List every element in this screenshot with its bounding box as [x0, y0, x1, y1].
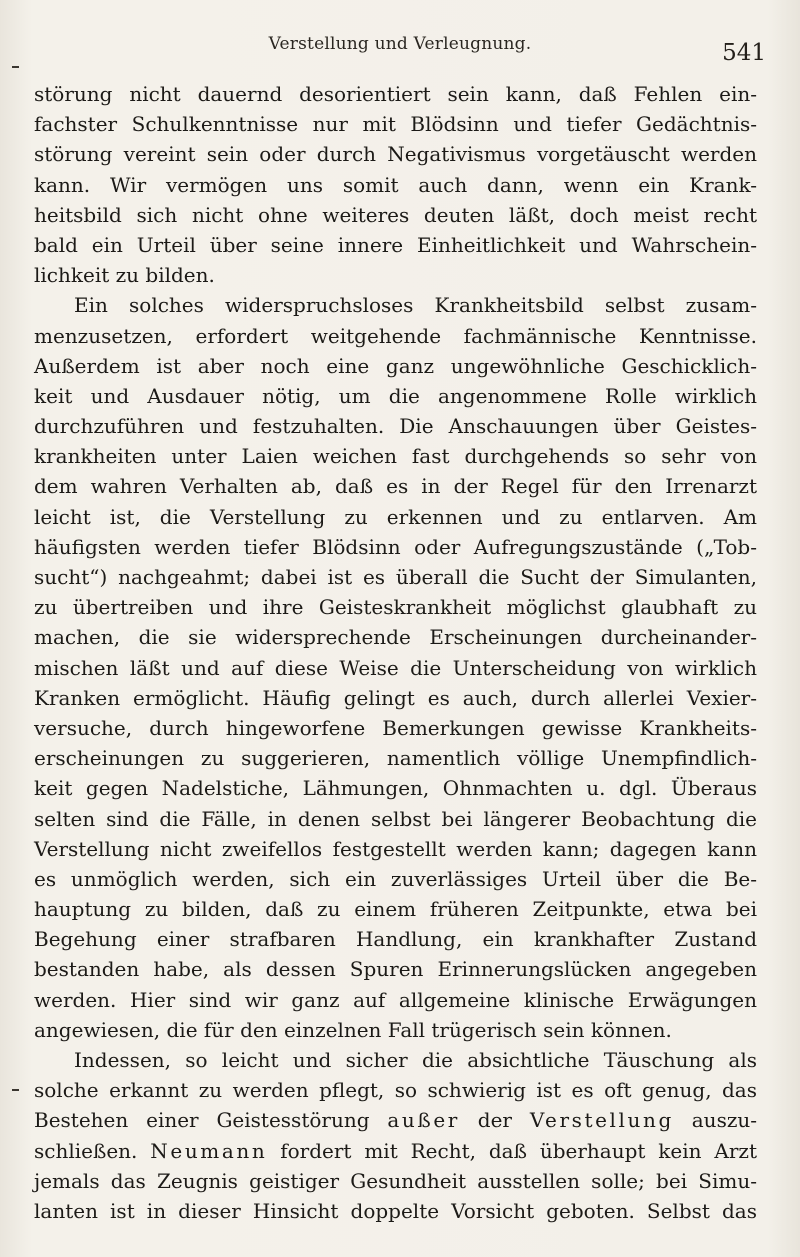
text-line: versuche, durch hingeworfene Bemerkungen gewisse Krankheits-: [34, 715, 757, 740]
text-line: werden. Hier sind wir ganz auf allgemeine klinische Erwägungen: [34, 987, 757, 1012]
text-line: durchzuführen und festzuhalten. Die Anschauungen über Geistes-: [34, 414, 757, 439]
text-line: zu übertreiben und ihre Geisteskrankheit möglichst glaubhaft zu: [34, 595, 757, 620]
text-line: häufigsten werden tiefer Blödsinn oder Aufregungszustände („Tob-: [34, 534, 757, 559]
text-line: bestanden habe, als dessen Spuren Erinnerungslücken angegeben: [34, 957, 757, 982]
emphasis-spaced-text: Verstellung: [529, 1108, 674, 1133]
text-line: es unmöglich werden, sich ein zuverlässiges Urteil über die Be-: [34, 866, 757, 891]
text-line: leicht ist, die Verstellung zu erkennen und zu entlarven. Am: [34, 504, 757, 529]
text-segment: schließen.: [34, 1138, 151, 1163]
text-segment: Bestehen einer Geistesstörung: [34, 1108, 388, 1133]
text-line: störung nicht dauernd desorientiert sein kann, daß Fehlen ein-: [34, 82, 757, 106]
text-line: sucht“) nachgeahmt; dabei ist es überall die Sucht der Simulanten,: [34, 565, 757, 589]
text-line: menzusetzen, erfordert weitgehende fachmännische Kenntnisse.: [34, 323, 757, 348]
text-line: keit und Ausdauer nötig, um die angenommene Rolle wirklich: [34, 383, 757, 408]
text-line: Verstellung nicht zweifellos festgestellt werden kann; dagegen kann: [34, 836, 757, 861]
text-segment: der: [459, 1108, 530, 1133]
text-line: selten sind die Fälle, in denen selbst bei längerer Beobachtung die: [34, 806, 757, 831]
text-line: krankheiten unter Laien weichen fast durchgehends so sehr von: [34, 444, 757, 469]
text-line: solche erkannt zu werden pflegt, so schwierig ist es oft genug, das: [34, 1078, 757, 1103]
text-line-spaced: [34, 1105, 757, 1135]
text-line: heitsbild sich nicht ohne weiteres deuten läßt, doch meist recht: [34, 202, 757, 227]
text-line: lichkeit zu bilden.: [34, 263, 215, 288]
text-segment: fordert mit Recht, daß überhaupt kein Arzt: [267, 1138, 757, 1163]
text-line: lanten ist in dieser Hinsicht doppelte Vorsicht geboten. Selbst das: [34, 1198, 757, 1223]
emphasis-spaced-text: außer: [387, 1108, 460, 1133]
text-line: jemals das Zeugnis geistiger Gesundheit ausstellen solle; bei Simu-: [34, 1168, 757, 1193]
margin-mark-top: [12, 66, 19, 68]
text-segment: auszu-: [673, 1108, 758, 1133]
page-number: 541: [722, 40, 766, 66]
text-line: angewiesen, die für den einzelnen Fall trügerisch sein können.: [34, 1017, 672, 1042]
text-line: Außerdem ist aber noch eine ganz ungewöhnliche Geschicklich-: [34, 353, 757, 378]
body-text: [34, 79, 757, 1226]
text-line: kann. Wir vermögen uns somit auch dann, wenn ein Krank-: [34, 172, 757, 197]
text-line: Kranken ermöglicht. Häufig gelingt es auch, durch allerlei Vexier-: [34, 685, 757, 710]
text-line: keit gegen Nadelstiche, Lähmungen, Ohnmachten u. dgl. Überaus: [34, 776, 757, 801]
text-line-spaced: [34, 1136, 757, 1166]
text-line: mischen läßt und auf diese Weise die Unterscheidung von wirklich: [34, 655, 757, 680]
text-line: störung vereint sein oder durch Negativismus vorgetäuscht werden: [34, 142, 757, 167]
text-line: fachster Schulkenntnisse nur mit Blödsinn und tiefer Gedächtnis-: [34, 112, 757, 137]
text-line: dem wahren Verhalten ab, daß es in der Regel für den Irrenarzt: [34, 474, 757, 499]
text-line: machen, die sie widersprechende Erscheinungen durcheinander-: [34, 625, 757, 650]
text-line: Ein solches widerspruchsloses Krankheitsbild selbst zusam-: [74, 293, 757, 318]
text-line: hauptung zu bilden, daß zu einem früheren Zeitpunkte, etwa bei: [34, 897, 757, 922]
text-line: erscheinungen zu suggerieren, namentlich völlige Unempfindlich-: [34, 746, 757, 771]
text-line: Begehung einer strafbaren Handlung, ein krankhafter Zustand: [34, 927, 757, 952]
running-head: Verstellung und Verleugnung.: [268, 34, 532, 54]
text-line: bald ein Urteil über seine innere Einheitlichkeit und Wahrschein-: [34, 232, 757, 257]
margin-mark-bottom: [12, 1089, 19, 1091]
page-header: [34, 28, 766, 64]
text-line: Indessen, so leicht und sicher die absichtliche Täuschung als: [74, 1048, 757, 1072]
author-name-spaced: Neumann: [150, 1138, 268, 1163]
